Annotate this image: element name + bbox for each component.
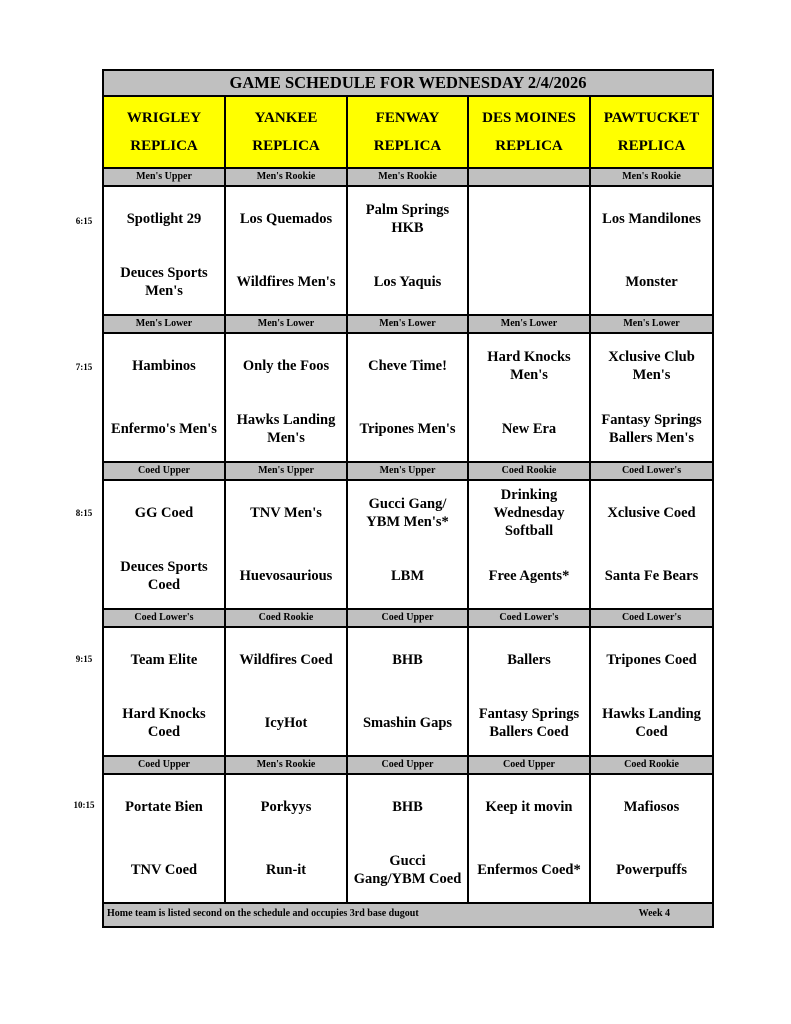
game-cell	[225, 774, 347, 903]
home-team: Deuces Sports Men's	[120, 265, 208, 300]
matchup	[348, 481, 467, 608]
week-label: Week 4	[638, 908, 671, 919]
field-name: DES MOINES	[482, 110, 576, 126]
matchup	[591, 481, 712, 608]
game-cell	[347, 186, 468, 315]
away-team	[469, 187, 589, 251]
time-label: 6:15	[75, 216, 93, 226]
division-label	[468, 168, 590, 186]
home-team: Los Yaquis	[373, 274, 442, 291]
away-team: Wildfires Coed	[239, 651, 333, 668]
division-label: Coed Lower's	[103, 609, 225, 627]
game-cell	[468, 480, 590, 609]
division-label: Coed Lower's	[468, 609, 590, 627]
home-team: Monster	[625, 274, 678, 291]
home-team: Hawks Landing Coed	[602, 706, 701, 741]
home-team: Fantasy Springs Ballers Coed	[478, 706, 580, 741]
away-team: Xclusive Club Men's	[608, 348, 695, 383]
game-row	[103, 480, 713, 609]
division-label: Coed Rookie	[468, 462, 590, 480]
division-label: Men's Upper	[103, 168, 225, 186]
game-cell	[590, 480, 713, 609]
matchup	[104, 775, 224, 902]
division-label: Coed Upper	[468, 756, 590, 774]
game-cell	[468, 627, 590, 756]
game-cell	[103, 333, 225, 462]
game-cell	[347, 627, 468, 756]
home-team: Deuces Sports Coed	[120, 559, 208, 594]
division-row	[103, 168, 713, 186]
game-row	[103, 774, 713, 903]
matchup	[104, 334, 224, 461]
away-team: Mafiosos	[623, 798, 680, 815]
game-cell	[103, 627, 225, 756]
away-team: Gucci Gang/ YBM Men's*	[366, 495, 449, 530]
field-subtitle: REPLICA	[373, 138, 442, 154]
away-team: Cheve Time!	[368, 357, 447, 374]
game-row	[103, 627, 713, 756]
division-label: Men's Upper	[347, 462, 468, 480]
game-cell	[225, 186, 347, 315]
game-cell	[347, 774, 468, 903]
matchup	[591, 628, 712, 755]
division-label: Men's Rookie	[225, 168, 347, 186]
matchup	[104, 628, 224, 755]
home-team: Run-it	[265, 862, 307, 879]
game-cell	[347, 333, 468, 462]
field-header-2	[225, 96, 347, 168]
game-cell	[103, 774, 225, 903]
home-team: Free Agents*	[488, 568, 570, 585]
game-cell	[103, 480, 225, 609]
division-label: Coed Upper	[103, 462, 225, 480]
division-label: Coed Lower's	[590, 609, 713, 627]
footer	[103, 903, 713, 927]
away-team: Spotlight 29	[126, 210, 202, 227]
title-row	[103, 70, 713, 96]
away-team: Los Mandilones	[602, 210, 701, 227]
matchup	[469, 334, 589, 461]
away-team: Xclusive Coed	[607, 504, 696, 521]
matchup	[469, 481, 589, 608]
matchup	[591, 334, 712, 461]
away-team: Team Elite	[130, 651, 198, 668]
footer-row	[103, 903, 713, 927]
away-team: GG Coed	[134, 504, 194, 521]
division-label: Coed Upper	[347, 756, 468, 774]
field-header-row	[103, 96, 713, 168]
game-cell	[225, 627, 347, 756]
division-label: Men's Lower	[103, 315, 225, 333]
home-team: Enfermo's Men's	[111, 421, 217, 438]
field-name: YANKEE	[254, 110, 318, 126]
matchup	[469, 628, 589, 755]
away-team: Palm Springs HKB	[365, 201, 450, 236]
division-label: Men's Lower	[468, 315, 590, 333]
game-cell	[590, 186, 713, 315]
matchup	[104, 187, 224, 314]
home-team: IcyHot	[264, 715, 308, 732]
home-team: Huevosaurious	[239, 568, 333, 585]
division-row	[103, 756, 713, 774]
division-label: Coed Upper	[103, 756, 225, 774]
game-row	[103, 186, 713, 315]
home-team	[469, 251, 589, 315]
field-subtitle: REPLICA	[252, 138, 320, 154]
game-cell	[225, 480, 347, 609]
field-name: FENWAY	[375, 110, 440, 126]
division-label: Coed Rookie	[225, 609, 347, 627]
away-team: Porkyys	[260, 798, 312, 815]
away-team: BHB	[392, 651, 423, 668]
field-subtitle: REPLICA	[130, 138, 198, 154]
division-label: Men's Lower	[347, 315, 468, 333]
field-name: WRIGLEY	[126, 110, 202, 126]
matchup	[469, 775, 589, 902]
division-label: Coed Lower's	[590, 462, 713, 480]
matchup	[226, 775, 346, 902]
home-team: TNV Coed	[130, 862, 198, 879]
division-row	[103, 462, 713, 480]
division-row	[103, 315, 713, 333]
game-cell	[590, 774, 713, 903]
away-team: Los Quemados	[239, 210, 333, 227]
division-label: Men's Rookie	[590, 168, 713, 186]
game-cell	[225, 333, 347, 462]
home-team: Fantasy Springs Ballers Men's	[601, 412, 702, 447]
time-label: 8:15	[75, 508, 93, 518]
field-header-3	[347, 96, 468, 168]
home-team: Enfermos Coed*	[477, 862, 581, 879]
home-team: Hawks Landing Men's	[236, 412, 336, 447]
home-team: Tripones Men's	[359, 421, 456, 438]
game-cell	[103, 186, 225, 315]
division-label: Men's Lower	[225, 315, 347, 333]
away-team: TNV Men's	[250, 504, 322, 521]
home-team: Santa Fe Bears	[604, 568, 699, 585]
away-team: Only the Foos	[242, 357, 330, 374]
division-label: Coed Upper	[347, 609, 468, 627]
schedule-table	[102, 69, 714, 928]
home-team: New Era	[501, 421, 557, 438]
home-team: Smashin Gaps	[362, 715, 453, 732]
matchup	[348, 334, 467, 461]
home-team: LBM	[390, 568, 425, 585]
matchup	[591, 187, 712, 314]
time-label: 10:15	[73, 800, 95, 810]
matchup	[226, 628, 346, 755]
division-label: Men's Rookie	[347, 168, 468, 186]
game-cell	[468, 186, 590, 315]
field-subtitle: REPLICA	[495, 138, 563, 154]
matchup	[226, 187, 346, 314]
home-team: Powerpuffs	[616, 862, 687, 879]
home-team: Wildfires Men's	[236, 274, 336, 291]
division-label: Men's Lower	[590, 315, 713, 333]
field-header-1	[103, 96, 225, 168]
matchup	[348, 187, 467, 314]
division-label: Men's Rookie	[225, 756, 347, 774]
field-header-5	[590, 96, 713, 168]
division-label: Coed Rookie	[590, 756, 713, 774]
game-cell	[590, 333, 713, 462]
field-header-4	[468, 96, 590, 168]
field-subtitle: REPLICA	[617, 138, 686, 154]
matchup	[348, 628, 467, 755]
game-cell	[468, 333, 590, 462]
time-label: 9:15	[75, 654, 93, 664]
matchup	[591, 775, 712, 902]
home-team: Gucci Gang/YBM Coed	[353, 853, 462, 888]
field-name: PAWTUCKET	[603, 110, 700, 126]
game-cell	[347, 480, 468, 609]
game-row	[103, 333, 713, 462]
division-row	[103, 609, 713, 627]
footer-note: Home team is listed second on the schedule and occupies 3rd base dugout	[107, 908, 419, 919]
game-cell	[468, 774, 590, 903]
away-team: Keep it movin	[485, 798, 573, 815]
matchup	[226, 481, 346, 608]
away-team: Tripones Coed	[606, 651, 697, 668]
away-team: Hambinos	[132, 357, 196, 374]
division-label: Men's Upper	[225, 462, 347, 480]
matchup	[469, 187, 589, 314]
schedule-title: GAME SCHEDULE FOR WEDNESDAY 2/4/2026	[103, 70, 713, 96]
home-team: Hard Knocks Coed	[122, 706, 206, 741]
away-team: BHB	[392, 798, 423, 815]
away-team: Ballers	[507, 651, 551, 668]
matchup	[348, 775, 467, 902]
away-team: Drinking Wednesday Softball	[493, 486, 565, 539]
time-label: 7:15	[75, 362, 93, 372]
away-team: Hard Knocks Men's	[487, 348, 571, 383]
matchup	[226, 334, 346, 461]
game-cell	[590, 627, 713, 756]
matchup	[104, 481, 224, 608]
away-team: Portate Bien	[125, 798, 203, 815]
